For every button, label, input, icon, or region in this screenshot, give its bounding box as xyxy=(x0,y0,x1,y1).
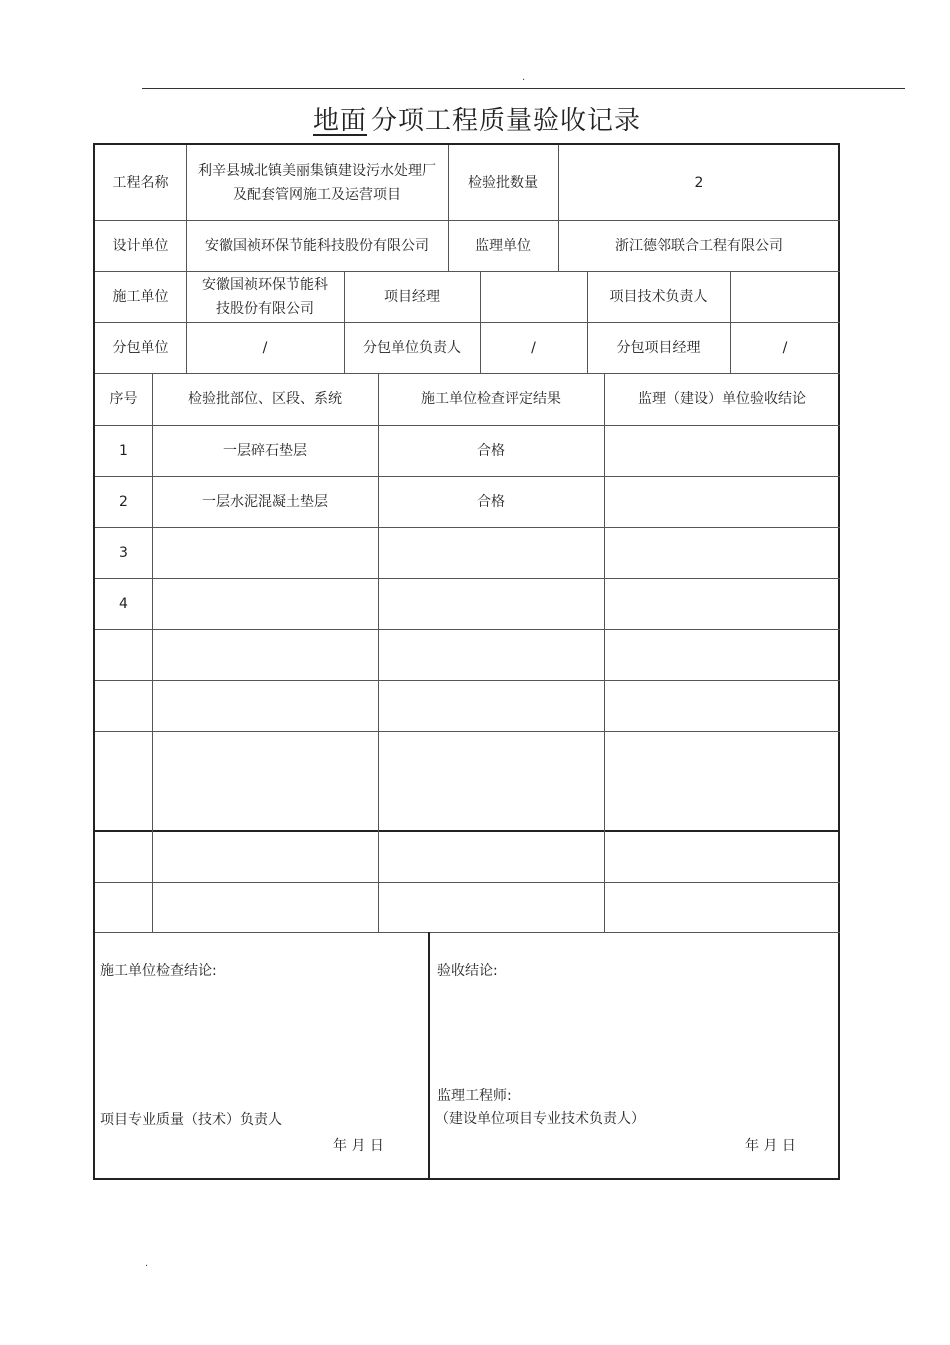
subcontractor-pm-label: 分包项目经理 xyxy=(616,339,701,356)
table-header-supervisor-conclusion: 监理（建设）单位验收结论 xyxy=(638,391,806,407)
row-no xyxy=(95,782,152,833)
row-location: 一层碎石垫层 xyxy=(223,442,307,459)
batch-count-value: 2 xyxy=(694,174,704,191)
row-contractor-result xyxy=(378,578,604,629)
row-no: 2 xyxy=(119,493,128,510)
row-no xyxy=(95,731,152,782)
row-no xyxy=(95,680,152,731)
row-no: 4 xyxy=(119,595,128,612)
row-location xyxy=(152,680,378,731)
row-location xyxy=(152,782,378,833)
tech-lead-label: 项目技术负责人 xyxy=(609,288,708,305)
design-unit-value: 安徽国祯环保节能科技股份有限公司 xyxy=(205,237,429,254)
row-contractor-result xyxy=(378,834,604,885)
row-contractor-result xyxy=(378,782,604,833)
row-location xyxy=(152,885,378,936)
row-location xyxy=(152,731,378,782)
row-location xyxy=(152,527,378,578)
subcontractor-lead-value: / xyxy=(531,339,536,356)
row-contractor-result: 合格 xyxy=(477,442,505,459)
supervision-unit-value: 浙江德邻联合工程有限公司 xyxy=(615,237,783,254)
row-supervisor-conclusion xyxy=(604,629,840,680)
acceptance-record-form xyxy=(93,143,840,1180)
header-dot: . xyxy=(522,72,526,83)
supervising-engineer-signer: 监理工程师: xyxy=(437,1088,512,1104)
row-no xyxy=(95,885,152,936)
tech-lead-value xyxy=(730,271,840,322)
row-location: 一层水泥混凝土垫层 xyxy=(202,493,328,510)
row-location xyxy=(152,834,378,885)
row-contractor-result xyxy=(378,731,604,782)
row-supervisor-conclusion xyxy=(604,731,840,782)
project-manager-label: 项目经理 xyxy=(384,288,440,305)
row-no xyxy=(95,834,152,885)
header-rule xyxy=(142,88,905,89)
row-supervisor-conclusion xyxy=(604,782,840,833)
table-header-location: 检验批部位、区段、系统 xyxy=(188,391,342,407)
construction-unit-value: 安徽国祯环保节能科技股份有限公司 xyxy=(202,276,328,317)
supervision-unit-label: 监理单位 xyxy=(475,237,531,254)
row-supervisor-conclusion xyxy=(604,578,840,629)
row-supervisor-conclusion xyxy=(604,834,840,885)
acceptance-sign-date: 年 月 日 xyxy=(745,1138,796,1154)
title-subject: 地面 xyxy=(312,106,367,136)
row-contractor-result xyxy=(378,885,604,936)
subcontractor-value: / xyxy=(262,339,268,356)
project-manager-value xyxy=(480,271,587,322)
row-supervisor-conclusion xyxy=(604,527,840,578)
acceptance-conclusion-title: 验收结论: xyxy=(437,963,498,979)
contractor-quality-signer: 项目专业质量（技术）负责人 xyxy=(100,1112,282,1128)
page-title xyxy=(0,100,950,137)
subcontractor-label: 分包单位 xyxy=(112,339,169,356)
row-no xyxy=(95,629,152,680)
owner-tech-lead-signer: （建设单位项目专业技术负责人） xyxy=(435,1111,645,1127)
row-contractor-result xyxy=(378,629,604,680)
table-header-no: 序号 xyxy=(109,391,138,407)
row-supervisor-conclusion xyxy=(604,885,840,936)
row-location xyxy=(152,578,378,629)
row-supervisor-conclusion xyxy=(604,425,840,476)
row-contractor-result: 合格 xyxy=(477,493,505,510)
subcontractor-pm-value: / xyxy=(782,339,788,356)
table-header-contractor-result: 施工单位检查评定结果 xyxy=(421,391,561,407)
design-unit-label: 设计单位 xyxy=(112,237,169,254)
project-name-value: 利辛县城北镇美丽集镇建设污水处理厂及配套管网施工及运营项目 xyxy=(198,162,436,203)
title-rest: 分项工程质量验收记录 xyxy=(371,106,642,136)
subcontractor-lead-label: 分包单位负责人 xyxy=(363,339,461,356)
batch-count-label: 检验批数量 xyxy=(468,174,538,191)
construction-unit-label: 施工单位 xyxy=(112,288,169,305)
contractor-sign-date: 年 月 日 xyxy=(333,1138,384,1154)
row-supervisor-conclusion xyxy=(604,680,840,731)
row-no: 1 xyxy=(119,442,128,459)
row-location xyxy=(152,629,378,680)
row-supervisor-conclusion xyxy=(604,476,840,527)
footer-dot: . xyxy=(145,1258,149,1269)
row-contractor-result xyxy=(378,680,604,731)
row-no: 3 xyxy=(119,544,128,561)
project-name-label: 工程名称 xyxy=(112,174,169,191)
row-contractor-result xyxy=(378,527,604,578)
contractor-conclusion-title: 施工单位检查结论: xyxy=(100,963,217,979)
